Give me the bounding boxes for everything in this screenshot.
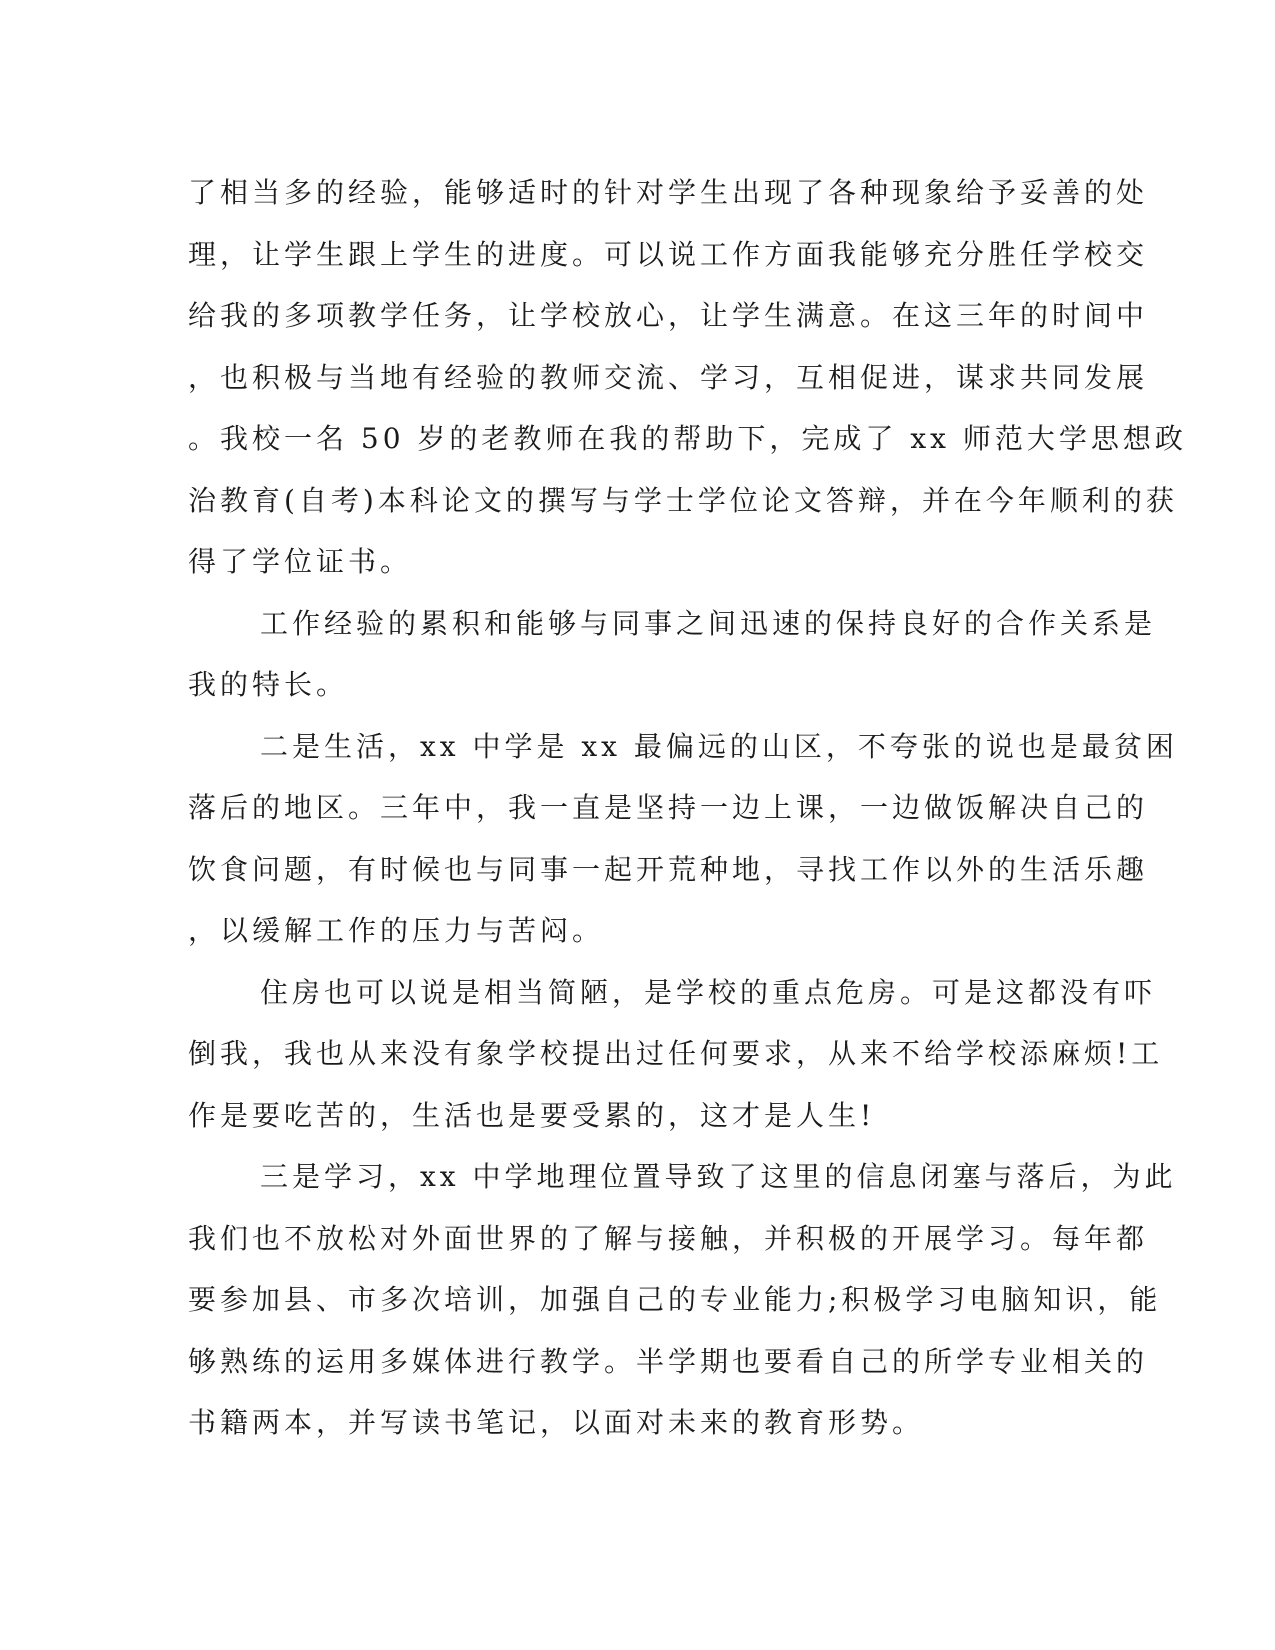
text-line: ，也积极与当地有经验的教师交流、学习，互相促进，谋求共同发展: [188, 360, 1149, 394]
text-line: 。我校一名 50 岁的老教师在我的帮助下，完成了 xx 师范大学思想政: [188, 422, 1187, 455]
text-line: 我的特长。: [188, 668, 349, 701]
paragraph-first-line: 三是学习，xx 中学地理位置导致了这里的信息闭塞与落后，为此: [260, 1160, 1177, 1193]
body-text: [188, 162, 1187, 1454]
text-line: 理，让学生跟上学生的进度。可以说工作方面我能够充分胜任学校交: [188, 237, 1149, 271]
paragraph-first-line: 二是生活，xx 中学是 xx 最偏远的山区，不夸张的说也是最贫困: [260, 729, 1178, 763]
text-line: 给我的多项教学任务，让学校放心，让学生满意。在这三年的时间中: [188, 299, 1149, 332]
text-line: 落后的地区。三年中，我一直是坚持一边上课，一边做饭解决自己的: [188, 791, 1149, 824]
text-line: 够熟练的运用多媒体进行教学。半学期也要看自己的所学专业相关的: [188, 1344, 1149, 1378]
text-line: 治教育(自考)本科论文的撰写与学士学位论文答辩，并在今年顺利的获: [188, 483, 1178, 517]
text-line: 得了学位证书。: [188, 545, 413, 578]
paragraph-first-line: 工作经验的累积和能够与同事之间迅速的保持良好的合作关系是: [260, 606, 1157, 640]
text-line: 作是要吃苦的，生活也是要受累的，这才是人生!: [188, 1098, 876, 1132]
text-line: 书籍两本，并写读书笔记，以面对未来的教育形势。: [188, 1406, 925, 1439]
text-line: 要参加县、市多次培训，加强自己的专业能力;积极学习电脑知识，能: [188, 1283, 1162, 1316]
text-line: ，以缓解工作的压力与苦闷。: [188, 914, 605, 947]
text-line: 饮食问题，有时候也与同事一起开荒种地，寻找工作以外的生活乐趣: [188, 852, 1149, 886]
text-line: 了相当多的经验，能够适时的针对学生出现了各种现象给予妥善的处: [188, 176, 1149, 209]
text-line: 我们也不放松对外面世界的了解与接触，并积极的开展学习。每年都: [188, 1221, 1149, 1255]
paragraph-first-line: 住房也可以说是相当简陋，是学校的重点危房。可是这都没有吓: [260, 975, 1157, 1009]
text-line: 倒我，我也从来没有象学校提出过任何要求，从来不给学校添麻烦!工: [188, 1037, 1164, 1070]
